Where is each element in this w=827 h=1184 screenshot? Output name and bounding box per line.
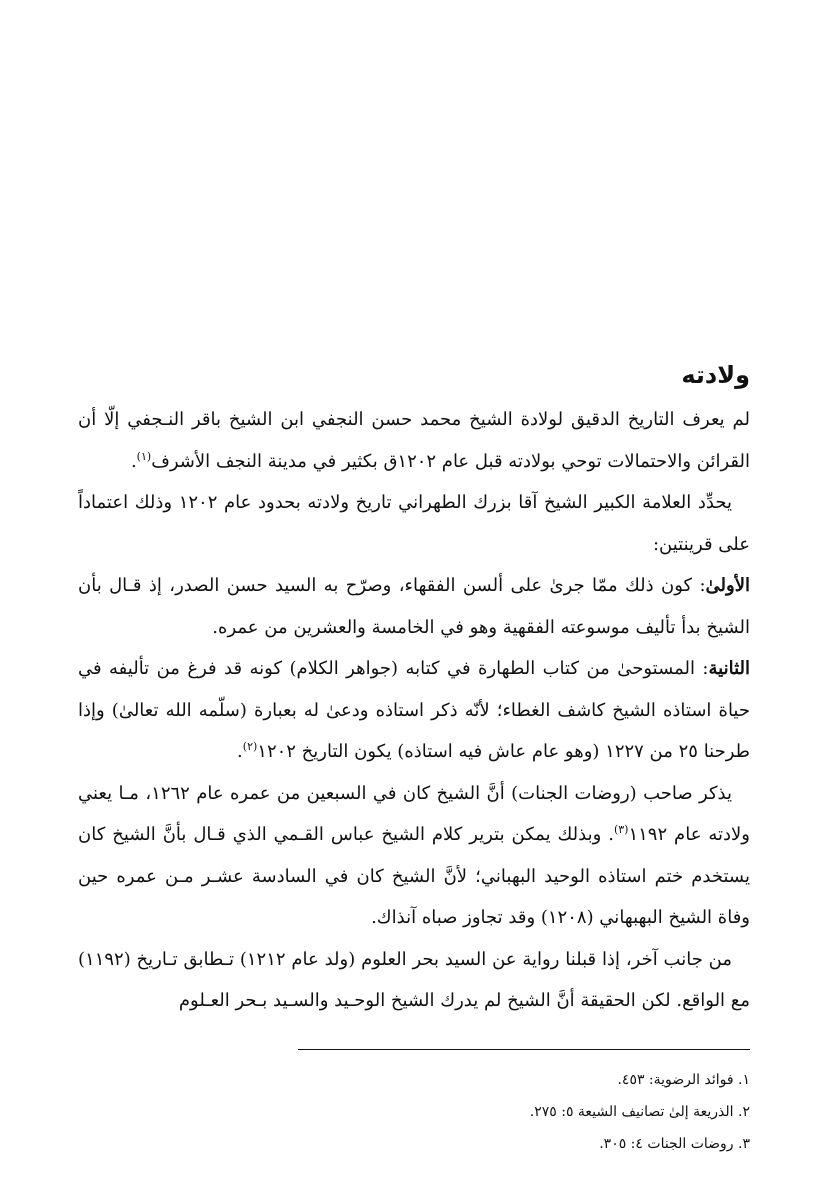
page-body <box>78 355 750 1022</box>
footnote-2: ٢. الذريعة إلىٰ تصانيف الشيعة ٥: ٢٧٥. <box>529 1104 750 1120</box>
paragraph-1 <box>78 399 750 482</box>
paragraph-4-text: : المستوحىٰ من كتاب الطهارة في كتابه (جواهر الكلام) كونه قد فرغ من تأليفه في حياة استاذه الشيخ كاشف الغطاء؛ لأنّه ذكر استاذه ودعىٰ له بعبارة (سلّمه الله تعالىٰ) وإذا طرحنا ٢٥ من ١٢٢٧ (وهو عام عاش فيه استاذه) يكون التاريخ ١٢٠٢ <box>78 658 750 762</box>
paragraph-1-end: . <box>130 450 137 472</box>
section-heading: ولادته <box>681 361 750 389</box>
paragraph-4-lead: الثانية <box>708 658 750 679</box>
paragraph-5 <box>78 773 750 939</box>
paragraph-5-text-a: يذكر صاحب (روضات الجنات) أنَّ الشيخ كان في السبعين من عمره عام ١٢٦٢، مـا يعني ولادته عام ١١٩٢ <box>78 782 750 845</box>
footnote-3: ٣. روضات الجنات ٤: ٣٠٥. <box>599 1136 750 1152</box>
footnote-ref-1: (١) <box>136 449 152 463</box>
paragraph-3-text: : كون ذلك ممّا جرىٰ على ألسن الفقهاء، وصرّح به السيد حسن الصدر، إذ قـال بأن الشيخ بدأ تأليف موسوعته الفقهية وهو في الخامسة والعشرين من عمره. <box>78 575 750 638</box>
paragraph-2 <box>78 482 750 565</box>
paragraph-6 <box>78 939 750 1022</box>
footnotes <box>78 1064 750 1160</box>
footnote-ref-2: (٢) <box>242 740 258 753</box>
paragraph-3 <box>78 565 750 648</box>
paragraph-3-lead: الأولىٰ <box>705 575 750 596</box>
footnote-ref-3: (٣) <box>613 823 629 836</box>
footnote-1: ١. فوائد الرضوية: ٤٥٣. <box>617 1072 750 1088</box>
paragraph-1-text: لم يعرف التاريخ الدقيق لولادة الشيخ محمد حسن النجفي ابن الشيخ باقر النـجفي إلّا أن القرائن والاحتمالات توحي بولادته قبل عام ١٢٠٢ق بكثير في مدينة النجف الأشرف <box>78 409 750 472</box>
paragraph-4-end: . <box>237 741 243 762</box>
footnote-divider <box>298 1049 750 1050</box>
paragraph-5-text-b: . وبذلك يمكن بترير كلام الشيخ عباس القـمي الذي قـال بأنَّ الشيخ كان يستخدم ختم استاذه الوحيد البهباني؛ لأنَّ الشيخ كان في السادسة عشـر مـن عمره حين وفاة الشيخ البهبهاني (١٢٠٨) وقد تجاوز صباه آنذاك. <box>78 824 750 928</box>
paragraph-6-text: من جانب آخر، إذا قبلنا رواية عن السيد بحر العلوم (ولد عام ١٢١٢) تـطابق تـاريخ (١١٩٢) مع الواقع. لكن الحقيقة أنَّ الشيخ لم يدرك الشيخ الوحـيد والسـيد بـحر العـلوم <box>78 948 750 1011</box>
paragraph-2-text: يحدِّد العلامة الكبير الشيخ آقا بزرك الطهراني تاريخ ولادته بحدود عام ١٢٠٢ وذلك اعتماداً على قرينتين: <box>78 492 750 555</box>
paragraph-4 <box>78 648 750 773</box>
